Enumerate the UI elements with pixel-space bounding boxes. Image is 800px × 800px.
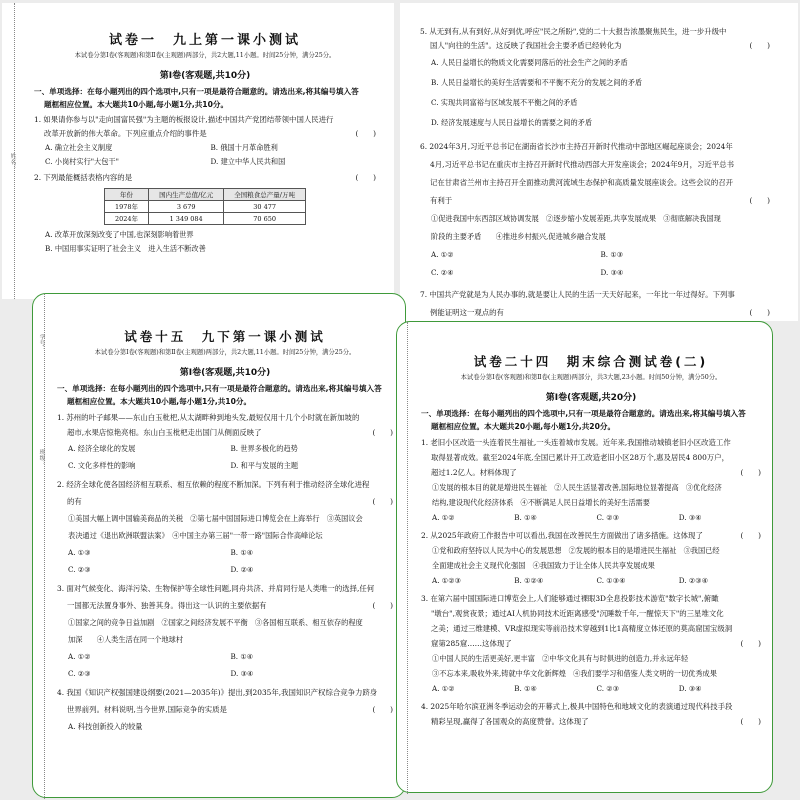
data-table: 年份 国内生产总值/亿元 全国粮食总产量/万吨 1978年 3 679 30 477 2024年 1 349 084 70 650 xyxy=(104,188,306,225)
question-7: 7. 中国共产党就是为人民办事的,就是要让人民的生活一天天好起来，一年比一年过得好。下列事 例能证明这一观点的有 ( ) xyxy=(420,286,770,322)
section-instructions: 一、单项选择：在每小题列出的四个选项中,只有一项是最符合题意的。请选出来,将其编号填入答 题框相应位置。本大题共20小题,每小题1分,共20分。 xyxy=(421,409,746,431)
question-6-options: A. ①② B. ①③ C. ②④ D. ③④ xyxy=(431,250,624,277)
answer-bracket: ( ) xyxy=(355,129,376,138)
question-2-option-b: B. 中国用事实证明了社会主义 进入生活不断改善 xyxy=(45,244,206,253)
section-heading: 第Ⅰ卷(客观题,共10分) xyxy=(179,368,271,378)
question-2-option-a: A. 改革开放深刻改变了中国,也深刻影响着世界 xyxy=(45,230,194,239)
binding-class-label: 班级： xyxy=(38,449,44,467)
question-1: 1. 老旧小区改造一头连着民生福祉,一头连着城市发展。近年来,我国推动城镇老旧小区改造工作 取得显著成效。截至2024年底,全国已累计开工改造老旧小区28万个,惠及居民4 800万户， 超过1.2亿人。材料体现了 ( ) xyxy=(421,435,761,480)
question-3: 3. 面对气候变化、海洋污染、生物保护等全球性问题,同舟共济、并肩同行是人类唯一的选择,任何 一国都无法置身事外、独善其身。得出这一认识的主要依据有 ( ) xyxy=(57,580,393,614)
question-1-options: A. ①② B. ①④ C. ②③ D. ③④ xyxy=(432,513,702,522)
exam-title: 试卷十五 九下第一课小测试 xyxy=(124,329,326,344)
binding-name-label: 姓名： xyxy=(9,153,15,171)
question-1-options: A. 经济全球化的发展 B. 世界多极化的趋势 C. 文化多样性的影响 D. 和平与发展的主题 xyxy=(68,444,299,470)
answer-bracket: ( ) xyxy=(372,497,393,506)
exam-page-3 xyxy=(32,293,406,798)
table-row: 1978年 3 679 30 477 xyxy=(105,201,306,213)
question-6-items: ①促进我国中东西部区域协调发展 ②逐步缩小发展差距,共享发展成果 ③彻底解决我国现 阶段的主要矛盾 ④推进乡村振兴,促进城乡融合发展 xyxy=(431,214,721,241)
answer-bracket: ( ) xyxy=(355,173,376,182)
answer-bracket: ( ) xyxy=(372,601,393,610)
exam-page-4 xyxy=(396,321,773,793)
exam-page-1 xyxy=(2,3,394,299)
question-4-option-a: A. 科技创新投入的较量 xyxy=(68,722,143,731)
exam-title: 试卷一 九上第一课小测试 xyxy=(108,33,301,48)
question-2-items: ①党和政府坚持以人民为中心的发展思想 ②发展的根本目的是增进民生福祉 ③我国已经 全面建成社会主义现代化强国 ④我国致力于让全体人民共享发展成果 xyxy=(432,546,720,570)
answer-bracket: ( ) xyxy=(749,308,770,317)
binding-line xyxy=(14,3,15,299)
binding-line xyxy=(44,294,45,799)
question-2-options: A. ①②③ B. ①②④ C. ①③④ D. ②③④ xyxy=(432,576,709,585)
question-2-options: A. ①③ B. ①④ C. ②③ D. ②④ xyxy=(68,548,254,574)
exam-meta: 本试卷分第Ⅰ卷(客观题)和第Ⅱ卷(主观题)两部分，共2大题,11小题。时间25分钟，满分25分。 xyxy=(94,349,356,356)
question-2: 2. 经济全球化使各国经济相互联系、相互依赖的程度不断加深。下列有利于推动经济全球化进程 的有 ( ) xyxy=(57,476,393,510)
question-5-option-c: C. 实现共同富裕与区域发展不平衡之间的矛盾 xyxy=(431,98,578,107)
question-5: 5. 从无到有,从有到好,从好到优,呼应"民之所盼",党的二十大报告浓墨聚焦民生，进一步升级中 国人"向往的生活"。这反映了我国社会主要矛盾已经转化为 ( ) xyxy=(420,25,770,53)
question-3-items: ①国家之间的竞争日益加剧 ②国家之间经济发展不平衡 ③各国相互联系、相互依存的程度 加深 ④人类生活在同一个地球村 xyxy=(68,618,363,644)
question-2-items: ①美国大幅上调中国输美商品的关税 ②第七届中国国际进口博览会在上海举行 ③英国议会 表决通过《退出欧洲联盟法案》 ④中国主办第三届"一带一路"国际合作高峰论坛 xyxy=(68,514,363,540)
exam-page-2 xyxy=(400,3,798,321)
answer-bracket: ( ) xyxy=(740,717,761,726)
answer-bracket: ( ) xyxy=(372,705,393,714)
question-1: 1. 如果请你参与以"走向国富民强"为主题的板报设计,描述中国共产党团结带领中国人民进行 改革开放新的伟大革命。下列应重点介绍的事件是 ( ) xyxy=(34,113,376,141)
answer-bracket: ( ) xyxy=(740,531,761,540)
question-6: 6. 2024年3月,习近平总书记在湖南省长沙市主持召开新时代推动中部地区崛起座谈会；2024年 4月,习近平总书记在重庆市主持召开新时代推动西部大开发座谈会；2024年9月，习近平总书 记在甘肃省兰州市主持召开全面推动黄河流域生态保护和高质量发展座谈会。这些会议的召开 有利于 ( ) xyxy=(420,138,770,210)
section-instructions: 一、单项选择：在每小题列出的四个选项中,只有一项是最符合题意的。请选出来,将其编号填入答 题框相应位置。本大题共10小题,每小题1分,共10分。 xyxy=(57,384,382,406)
answer-bracket: ( ) xyxy=(740,468,761,477)
question-1-items: ①发展的根本目的就是增进民生福祉 ②人民生活显著改善,国际地位显著提高 ③优化经济 结构,建设现代化经济体系 ④不断满足人民日益增长的美好生活需要 xyxy=(432,483,722,507)
binding-id-label: 学号： xyxy=(38,334,44,352)
answer-bracket: ( ) xyxy=(740,639,761,648)
question-3-options: A. ①② B. ①④ C. ②③ D. ③④ xyxy=(432,684,702,693)
answer-bracket: ( ) xyxy=(372,428,393,437)
question-1-options: A. 确立社会主义制度 B. 俄国十月革命胜利 C. 小岗村实行"大包干" D. 建立中华人民共和国 xyxy=(45,143,286,166)
question-3: 3. 在第六届中国国际进口博览会上,人们能够通过裸眼3D全息投影技术游览"数字长城",俯瞰 "墩台",观赏夜景；通过AI人机协同技术近距离感受"沉睡数千年,一醒惊天下"的三星堆文化 之美；通过三维建模、VR虚拟现实等前沿技术穿越到1比1高精度立体还原的莫高窟国宝级洞 窟第285窟……这体现了 ( ) xyxy=(421,591,761,651)
question-4: 4. 我国《知识产权强国建设纲要(2021—2035年)》提出,到2035年,我国知识产权综合竞争力跻身 世界前列。材料说明,当今世界,国际竞争的实质是 ( ) xyxy=(57,684,393,718)
exam-meta: 本试卷分第Ⅰ卷(客观题)和第Ⅱ卷(主观题)两部分，共3大题,23小题。时间50分钟，满分50分。 xyxy=(460,374,722,381)
question-3-items: ①中国人民的生活更美好,更丰富 ②中华文化具有与时俱进的创造力,并永远年轻 ③不忘本来,吸收外来,铸就中华文化新辉煌 ④我们要学习和借鉴人类文明的一切优秀成果 xyxy=(432,654,717,678)
binding-line xyxy=(407,322,408,794)
section-instructions: 一、单项选择：在每小题列出的四个选项中,只有一项是最符合题意的。请选出来,将其编号填入答 题框相应位置。本大题共10小题,每小题1分,共10分。 xyxy=(34,87,359,109)
table-row: 2024年 1 349 084 70 650 xyxy=(105,213,306,225)
question-5-option-a: A. 人民日益增长的物质文化需要同落后的社会生产之间的矛盾 xyxy=(431,58,628,67)
section-heading: 第Ⅰ卷(客观题,共20分) xyxy=(545,393,637,403)
question-4: 4. 2025年哈尔滨亚洲冬季运动会的开幕式上,极具中国特色和地域文化的表演通过现代科技手段 精彩呈现,赢得了各国观众的高度赞誉。这体现了 ( ) xyxy=(421,699,761,729)
question-5-option-b: B. 人民日益增长的美好生活需要和不平衡不充分的发展之间的矛盾 xyxy=(431,78,643,87)
question-1: 1. 苏州的叶子邮果——东山白玉枇杷,从太湖畔种到地头发,最短仅用十几个小时就在新加坡的 超市,水果店惊艳亮相。东山白玉枇杷走出国门从侧面反映了 ( ) xyxy=(57,410,393,440)
question-5-option-d: D. 经济发展速度与人民日益增长的需要之间的矛盾 xyxy=(431,118,593,127)
question-3-options: A. ①② B. ①④ C. ②③ D. ③④ xyxy=(68,652,254,678)
section-heading: 第Ⅰ卷(客观题,共10分) xyxy=(159,71,251,81)
exam-title: 试卷二十四 期末综合测试卷(二) xyxy=(473,354,709,369)
question-2: 2. 下列最能概括表格内容的是 ( ) xyxy=(34,171,376,185)
answer-bracket: ( ) xyxy=(749,196,770,205)
answer-bracket: ( ) xyxy=(749,41,770,50)
question-2: 2. 从2025年政府工作报告中可以看出,我国在改善民生方面做出了诸多措施。这体现了 ( ) xyxy=(421,528,761,543)
exam-meta: 本试卷分第Ⅰ卷(客观题)和第Ⅱ卷(主观题)两部分，共2大题,11小题。时间25分钟，满分25分。 xyxy=(74,52,336,59)
